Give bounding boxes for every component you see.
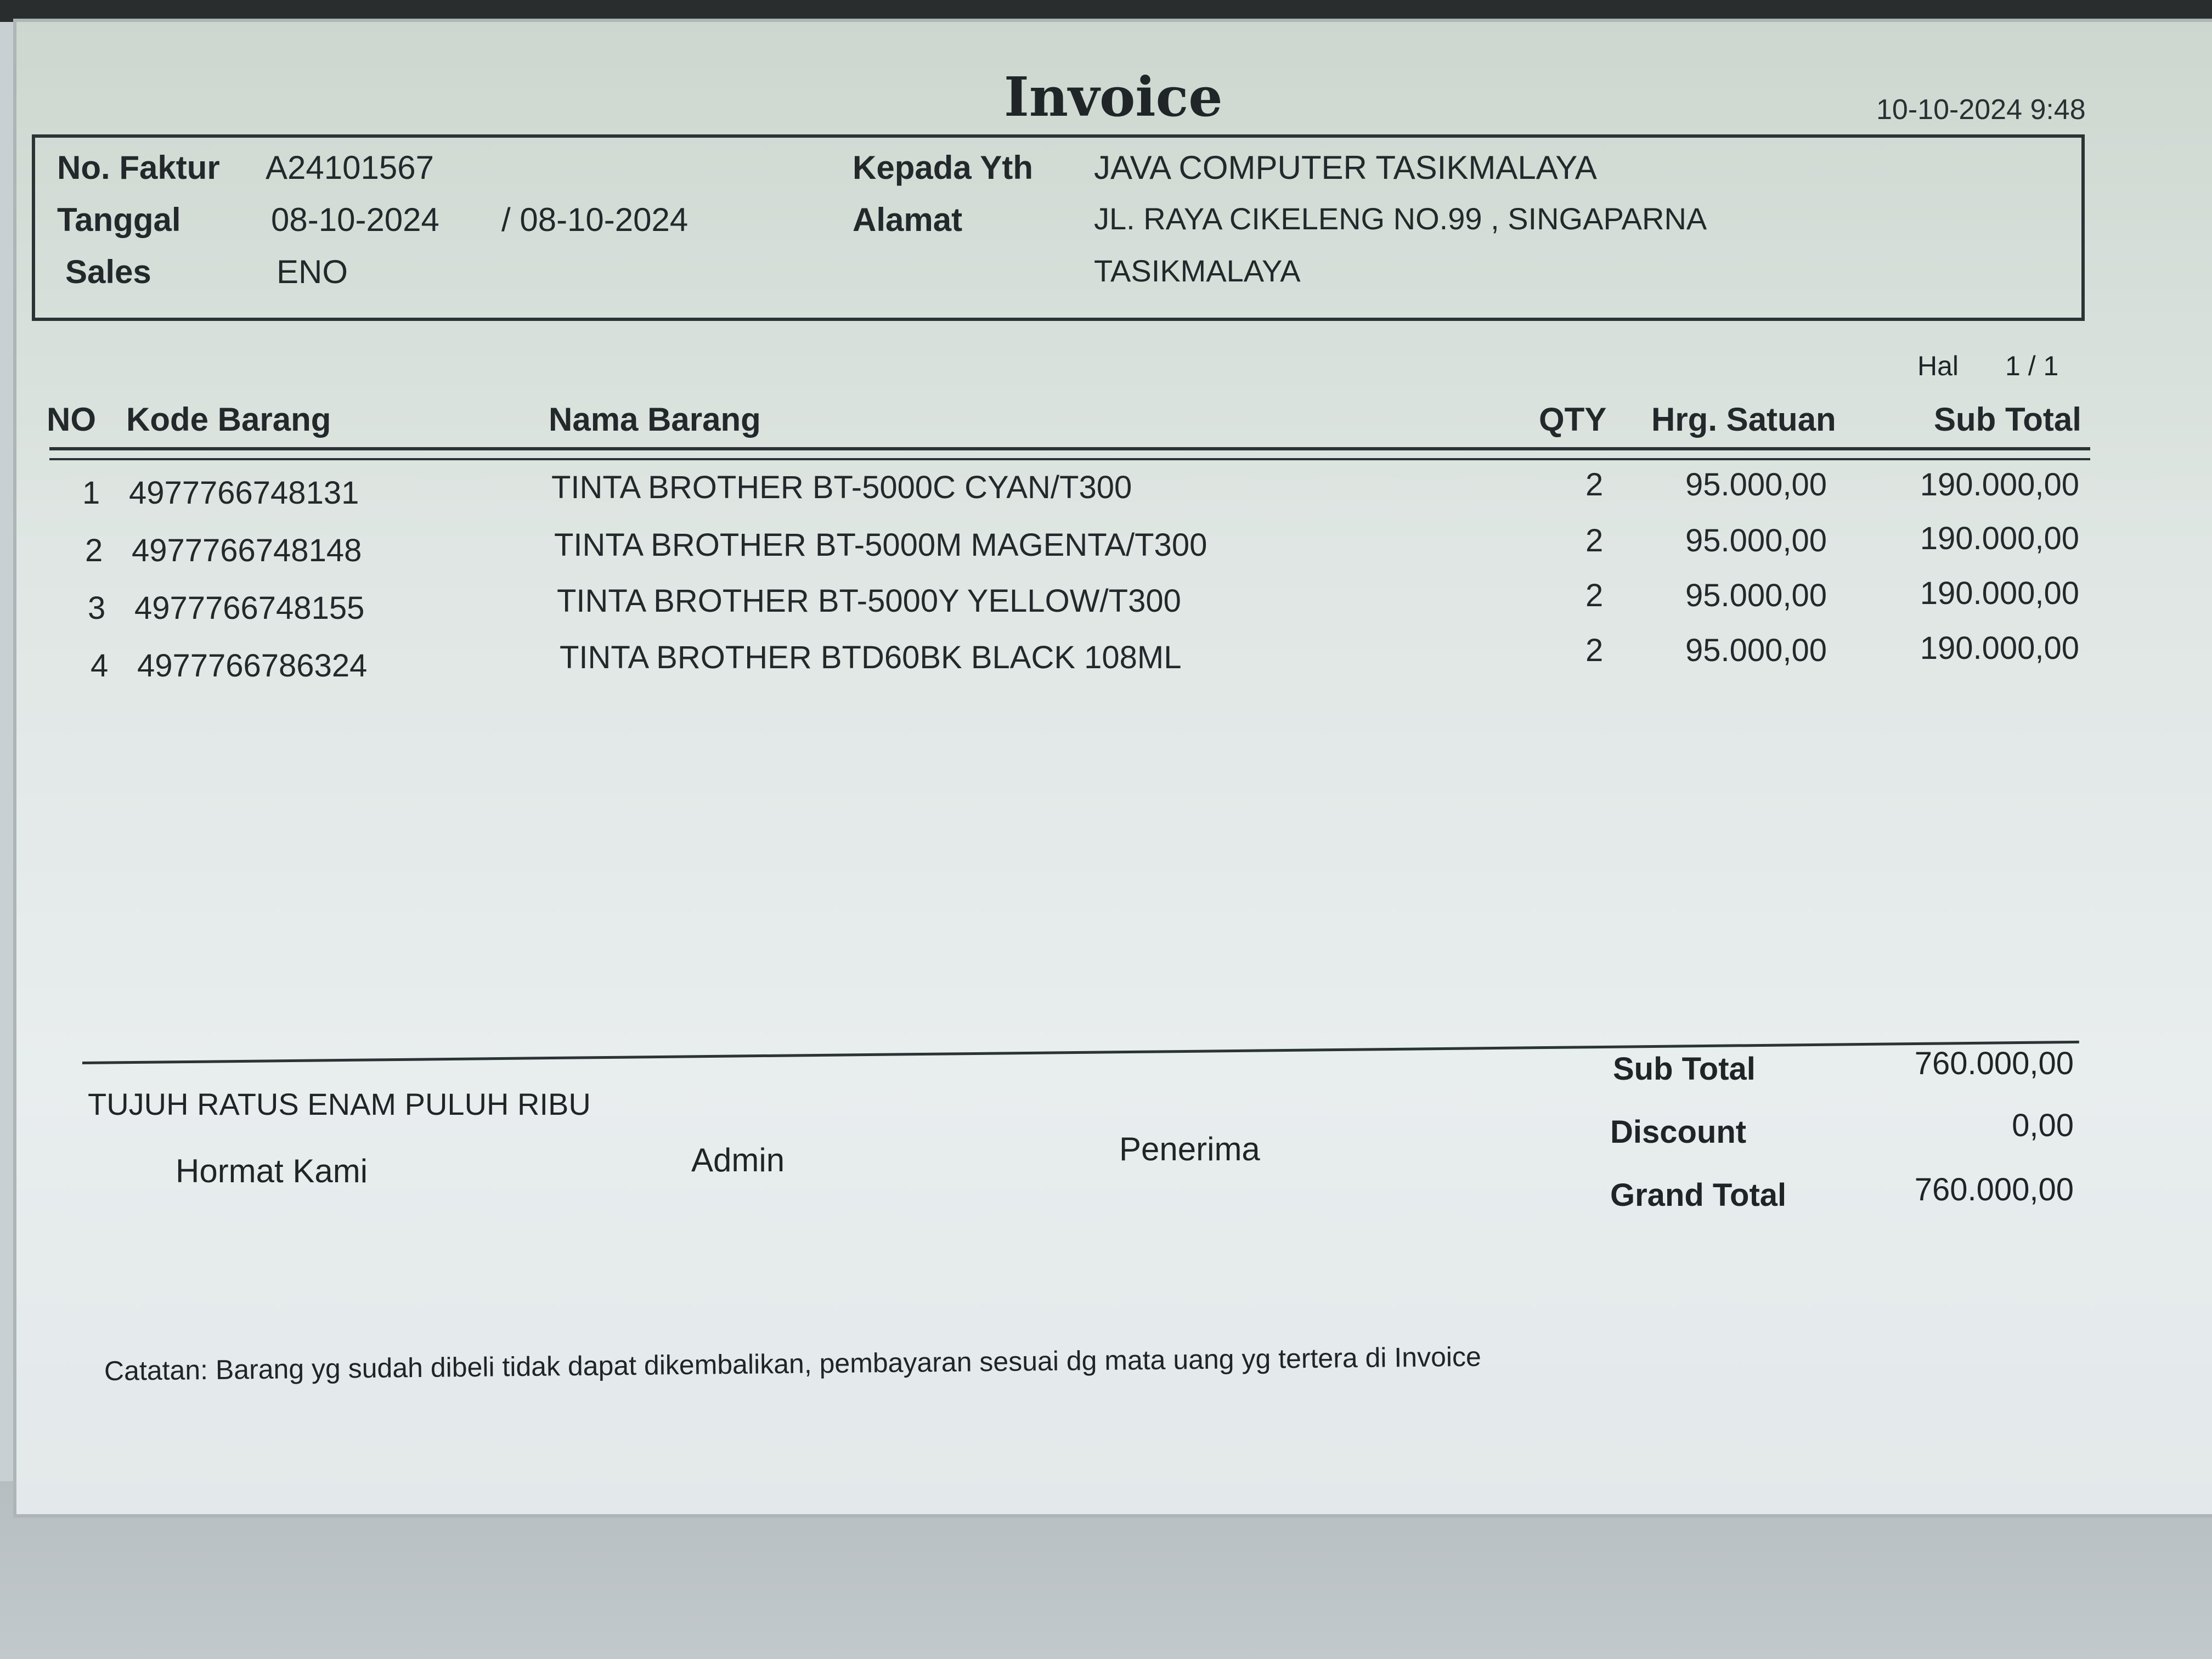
no-faktur-value: A24101567 — [266, 149, 434, 186]
print-timestamp: 10-10-2024 9:48 — [1876, 94, 2086, 126]
row2-harga: 95.000,00 — [1685, 523, 1827, 558]
header-rule-bottom — [49, 458, 2090, 460]
row2-subtotal: 190.000,00 — [1920, 521, 2079, 556]
col-header-qty: QTY — [1539, 401, 1607, 438]
signature-admin: Admin — [691, 1142, 785, 1178]
kepada-label: Kepada Yth — [853, 149, 1033, 186]
row4-subtotal: 190.000,00 — [1920, 630, 2079, 666]
no-faktur-label: No. Faktur — [57, 149, 220, 186]
page-label: Hal — [1917, 351, 1959, 381]
row4-qty: 2 — [1585, 633, 1604, 668]
grand-total-value: 760.000,00 — [1914, 1172, 2074, 1207]
alamat-line1: JL. RAYA CIKELENG NO.99 , SINGAPARNA — [1094, 201, 1707, 236]
col-header-kode: Kode Barang — [126, 401, 331, 438]
grand-total-label: Grand Total — [1610, 1177, 1787, 1213]
amount-in-words: TUJUH RATUS ENAM PULUH RIBU — [88, 1087, 591, 1121]
invoice-note: Catatan: Barang yg sudah dibeli tidak dapat dikembalikan, pembayaran sesuai dg mata uang yg tertera di Invoice — [104, 1341, 1482, 1386]
col-header-nama: Nama Barang — [549, 401, 761, 438]
sales-value: ENO — [276, 253, 348, 290]
row2-kode: 4977766748148 — [132, 533, 362, 568]
signature-penerima: Penerima — [1119, 1131, 1260, 1167]
sales-label: Sales — [65, 253, 151, 290]
row3-harga: 95.000,00 — [1685, 578, 1827, 613]
discount-label: Discount — [1610, 1114, 1747, 1150]
col-header-no: NO — [47, 401, 96, 438]
discount-value: 0,00 — [2012, 1108, 2074, 1143]
subtotal-label: Sub Total — [1613, 1051, 1756, 1087]
row4-kode: 4977766786324 — [137, 648, 368, 684]
col-header-harga: Hrg. Satuan — [1651, 401, 1836, 438]
invoice-header-box — [32, 134, 2085, 321]
signature-hormat-kami: Hormat Kami — [176, 1153, 368, 1189]
tanggal-from-value: 08-10-2024 — [271, 201, 439, 238]
row1-qty: 2 — [1585, 467, 1604, 503]
alamat-line2: TASIKMALAYA — [1094, 253, 1301, 288]
row1-no: 1 — [82, 475, 100, 511]
row3-kode: 4977766748155 — [134, 590, 365, 626]
row4-nama: TINTA BROTHER BTD60BK BLACK 108ML — [560, 640, 1182, 675]
row2-nama: TINTA BROTHER BT-5000M MAGENTA/T300 — [554, 527, 1207, 563]
row3-qty: 2 — [1585, 578, 1604, 613]
row2-no: 2 — [85, 533, 103, 568]
row4-harga: 95.000,00 — [1685, 633, 1827, 668]
tanggal-label: Tanggal — [57, 201, 181, 238]
kepada-value: JAVA COMPUTER TASIKMALAYA — [1094, 149, 1597, 186]
row4-no: 4 — [91, 648, 109, 684]
invoice-document — [16, 22, 2212, 1514]
invoice-title: Invoice — [1004, 66, 1223, 129]
row1-subtotal: 190.000,00 — [1920, 467, 2079, 503]
row2-qty: 2 — [1585, 523, 1604, 558]
row1-harga: 95.000,00 — [1685, 467, 1827, 503]
row1-kode: 4977766748131 — [129, 475, 359, 511]
row3-nama: TINTA BROTHER BT-5000Y YELLOW/T300 — [557, 583, 1181, 619]
row3-no: 3 — [88, 590, 106, 626]
subtotal-value: 760.000,00 — [1914, 1046, 2074, 1081]
page-number: 1 / 1 — [2005, 351, 2059, 381]
alamat-label: Alamat — [853, 201, 963, 238]
row3-subtotal: 190.000,00 — [1920, 575, 2079, 611]
row1-nama: TINTA BROTHER BT-5000C CYAN/T300 — [551, 470, 1132, 505]
screen-top-edge — [0, 0, 2212, 22]
totals-rule — [82, 1041, 2079, 1064]
col-header-subtotal: Sub Total — [1934, 401, 2081, 438]
tanggal-to-value: / 08-10-2024 — [501, 201, 689, 238]
header-rule-top — [49, 447, 2090, 450]
